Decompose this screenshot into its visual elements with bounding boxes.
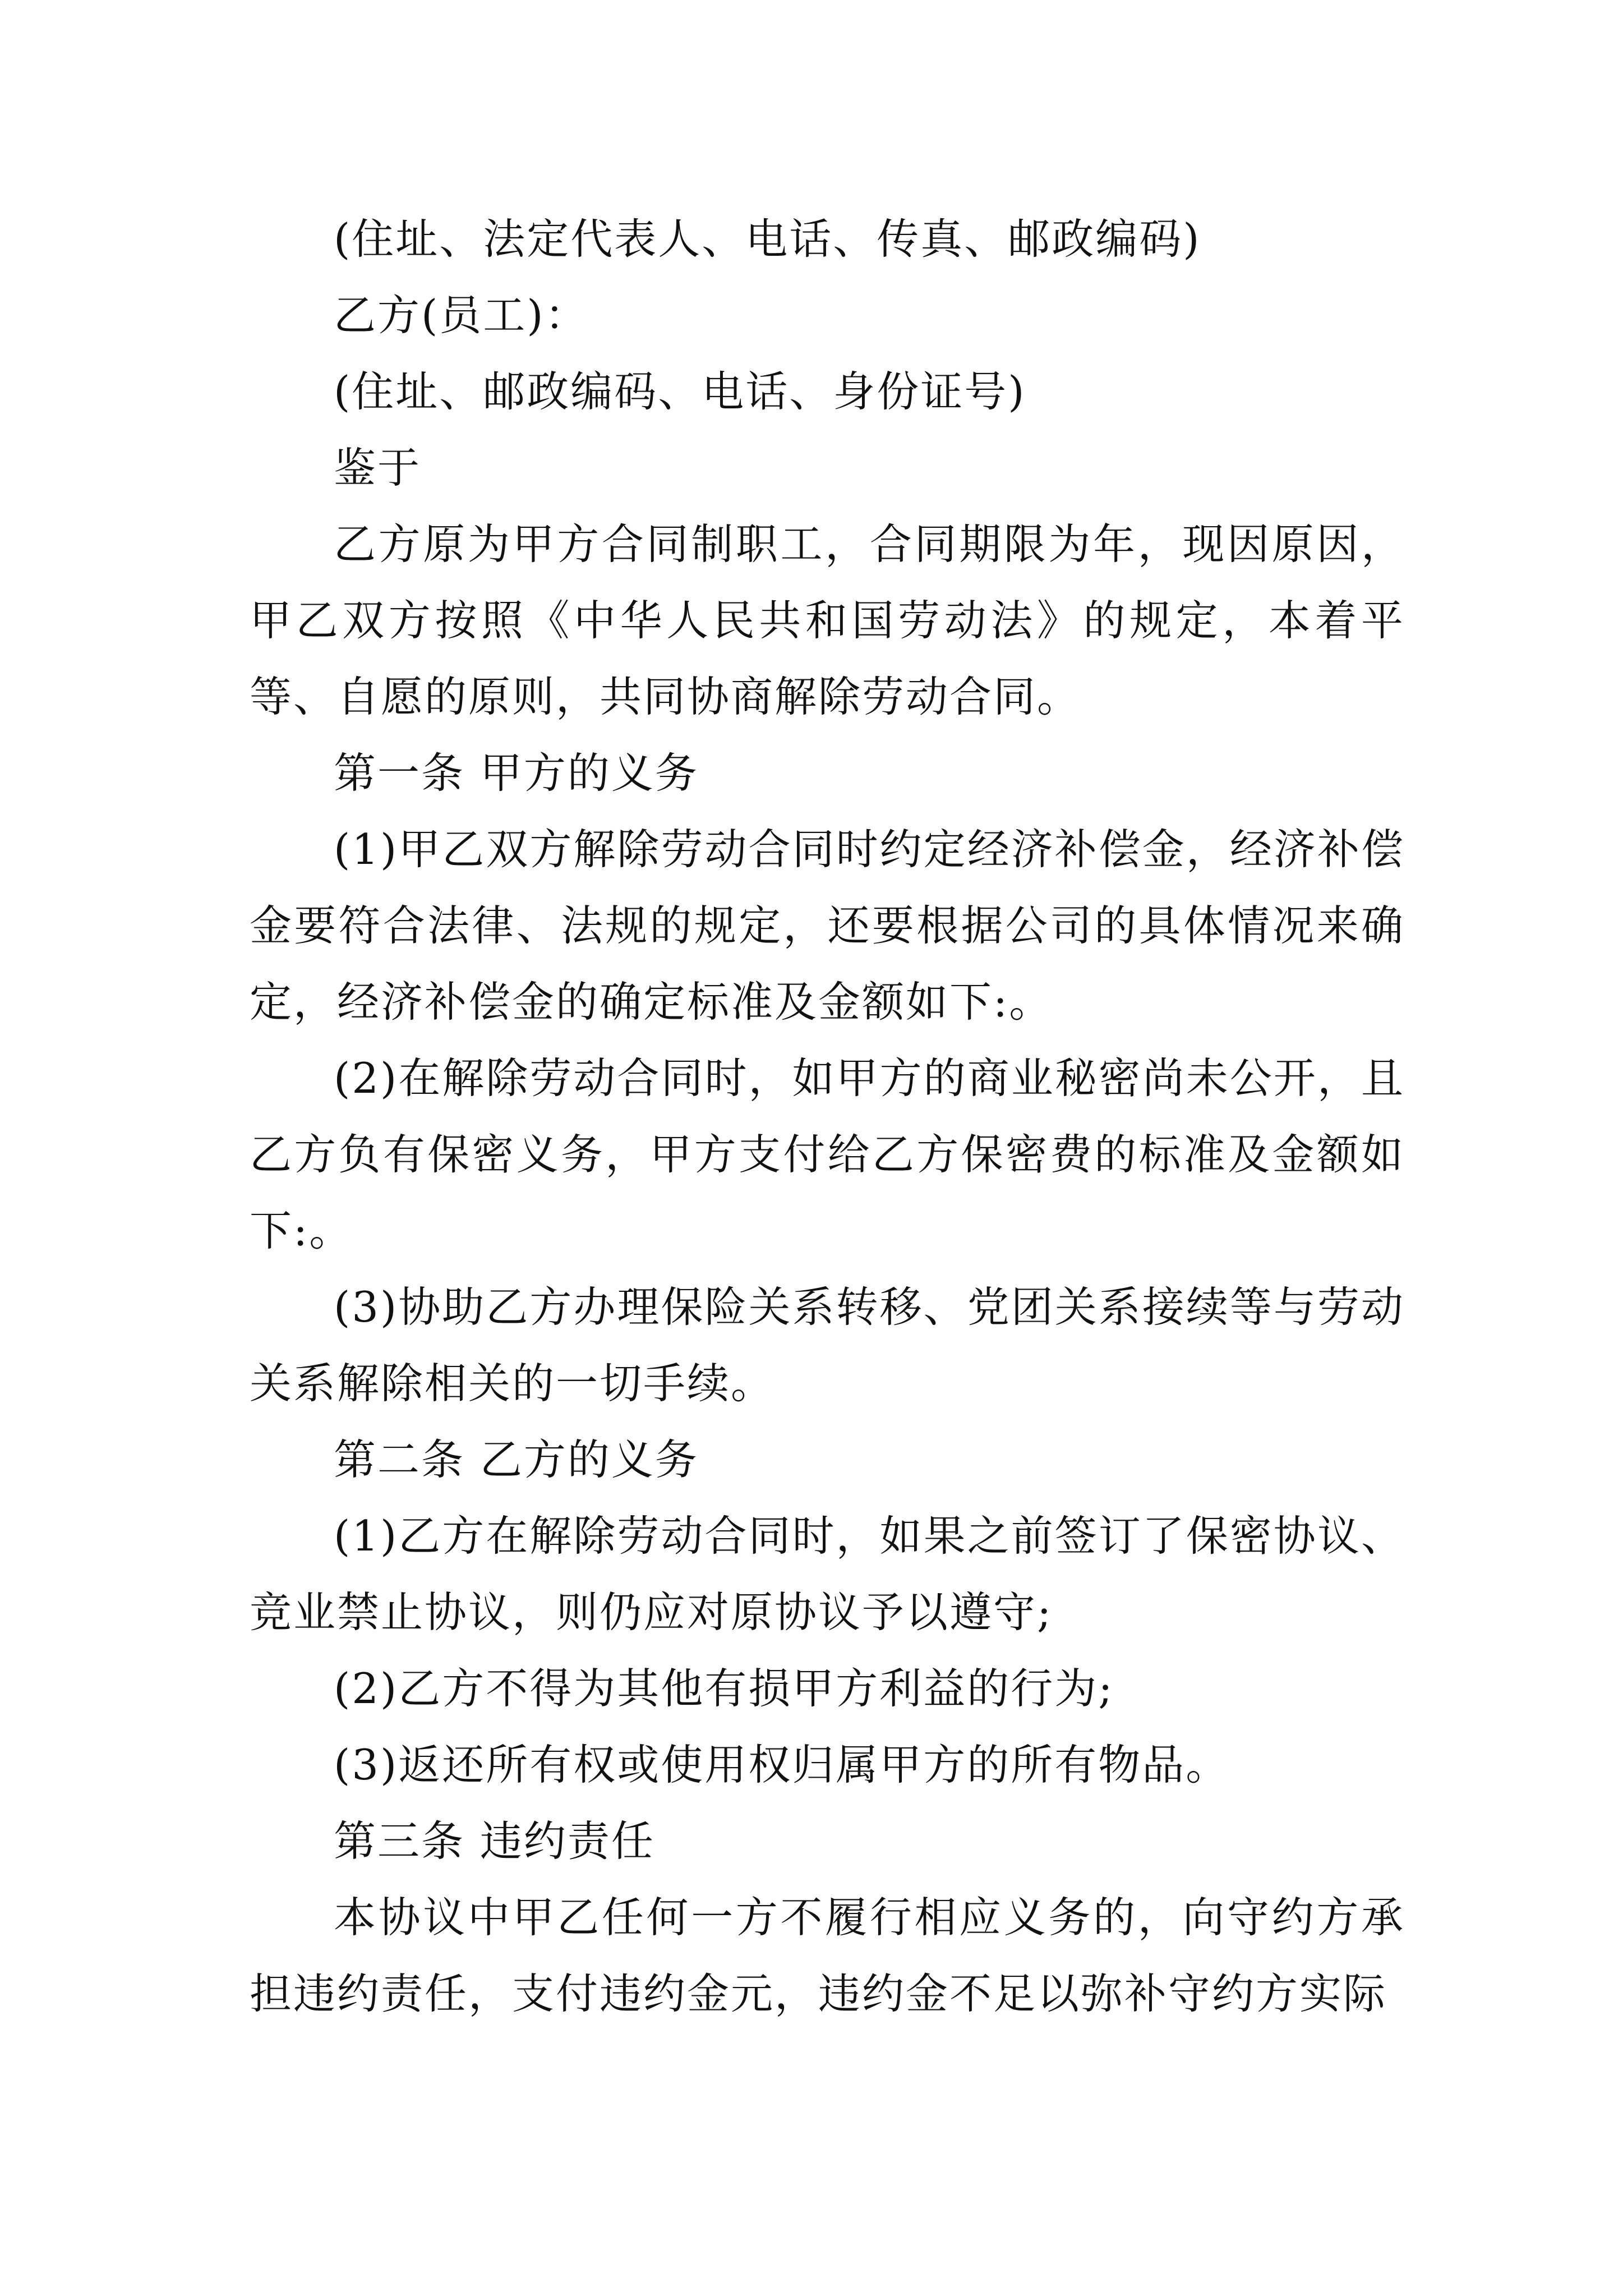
article-3-heading: 第三条 违约责任 [334,1816,655,1866]
article-2-item-1: (1)乙方在解除劳动合同时，如果之前签订了保密协议、竞业禁止协议，则仍应对原协议予以遵守; [250,1511,1405,1637]
article-2-item-2: (2)乙方不得为其他有损甲方利益的行为; [334,1664,1114,1713]
party-b-details: (住址、邮政编码、电话、身份证号) [334,367,1026,416]
article-1-item-1: (1)甲乙双方解除劳动合同时约定经济补偿金，经济补偿金要符合法律、法规的规定，还要根据公司的具体情况来确定，经济补偿金的确定标准及金额如下:。 [250,825,1405,1027]
whereas-heading: 鉴于 [334,443,422,493]
article-2-heading: 第二条 乙方的义务 [334,1435,699,1484]
party-a-details: (住址、法定代表人、电话、传真、邮政编码) [334,214,1201,264]
whereas-paragraph: 乙方原为甲方合同制职工，合同期限为年，现因原因，甲乙双方按照《中华人民共和国劳动法》的规定，本着平等、自愿的原则，共同协商解除劳动合同。 [250,519,1405,721]
article-1-item-3: (3)协助乙方办理保险关系转移、党团关系接续等与劳动关系解除相关的一切手续。 [250,1282,1405,1408]
article-1-item-2: (2)在解除劳动合同时，如甲方的商业秘密尚未公开，且乙方负有保密义务，甲方支付给乙方保密费的标准及金额如下:。 [250,1053,1405,1255]
party-b-label: 乙方(员工)： [334,291,589,340]
article-3-paragraph: 本协议中甲乙任何一方不履行相应义务的，向守约方承担违约责任，支付违约金元，违约金不足以弥补守约方实际 [250,1893,1405,2018]
document-body [250,201,1405,2032]
article-2-item-3: (3)返还所有权或使用权归属甲方的所有物品。 [334,1740,1230,1789]
article-1-heading: 第一条 甲方的义务 [334,748,699,798]
